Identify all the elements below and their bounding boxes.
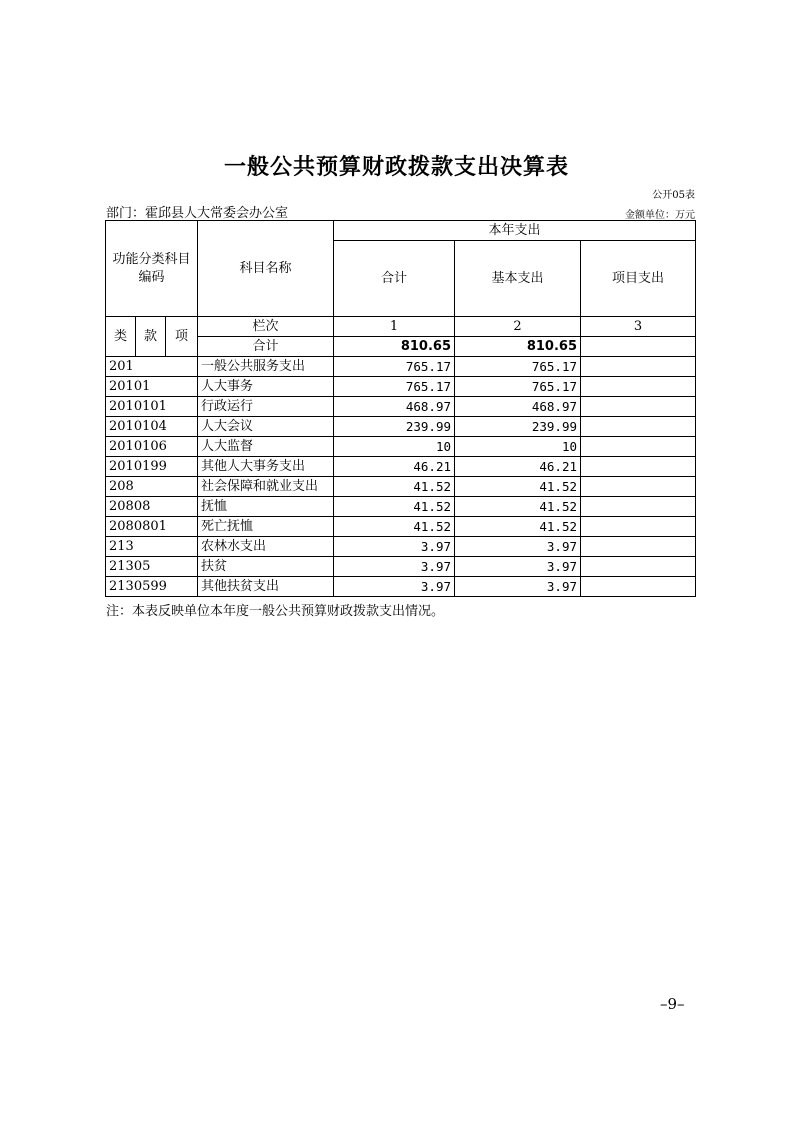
row-total: 46.21 [334, 457, 455, 477]
row-project [581, 537, 696, 557]
header-row-3 [106, 317, 696, 337]
total-label: 合计 [198, 337, 334, 357]
row-total: 3.97 [334, 577, 455, 597]
table-row [106, 357, 696, 377]
row-basic: 41.52 [455, 517, 581, 537]
row-project [581, 417, 696, 437]
row-code: 2080801 [106, 517, 198, 537]
table-row [106, 577, 696, 597]
row-total: 468.97 [334, 397, 455, 417]
department-label: 部门：霍邱县人大常委会办公室 [106, 206, 289, 221]
row-name: 一般公共服务支出 [198, 357, 334, 377]
table-body [106, 221, 696, 597]
header-kuan: 款 [136, 317, 166, 357]
table-row [106, 417, 696, 437]
table-row [106, 557, 696, 577]
row-project [581, 397, 696, 417]
row-name: 扶贫 [198, 557, 334, 577]
header-project: 项目支出 [581, 241, 696, 317]
row-total: 3.97 [334, 557, 455, 577]
total-basic: 810.65 [455, 337, 581, 357]
header-row-1 [106, 221, 696, 241]
row-project [581, 477, 696, 497]
row-code: 20101 [106, 377, 198, 397]
row-name: 抚恤 [198, 497, 334, 517]
row-project [581, 357, 696, 377]
row-code: 21305 [106, 557, 198, 577]
row-project [581, 577, 696, 597]
row-basic: 3.97 [455, 577, 581, 597]
row-total: 765.17 [334, 357, 455, 377]
row-total: 41.52 [334, 497, 455, 517]
row-basic: 46.21 [455, 457, 581, 477]
table-row [106, 497, 696, 517]
table-row [106, 437, 696, 457]
row-project [581, 437, 696, 457]
row-total: 765.17 [334, 377, 455, 397]
row-code: 20808 [106, 497, 198, 517]
table-row [106, 377, 696, 397]
row-project [581, 377, 696, 397]
row-project [581, 517, 696, 537]
table-row [106, 517, 696, 537]
total-project [581, 337, 696, 357]
header-total: 合计 [334, 241, 455, 317]
header-col-3: 3 [581, 317, 696, 337]
total-amount: 810.65 [334, 337, 455, 357]
row-basic: 765.17 [455, 377, 581, 397]
row-name: 死亡抚恤 [198, 517, 334, 537]
header-col-1: 1 [334, 317, 455, 337]
row-code: 208 [106, 477, 198, 497]
row-name: 人大监督 [198, 437, 334, 457]
table-row [106, 397, 696, 417]
table-row [106, 477, 696, 497]
row-code: 2010104 [106, 417, 198, 437]
row-basic: 468.97 [455, 397, 581, 417]
row-code: 2010101 [106, 397, 198, 417]
row-total: 41.52 [334, 477, 455, 497]
row-project [581, 557, 696, 577]
row-code: 2010199 [106, 457, 198, 477]
header-current-year: 本年支出 [334, 221, 696, 241]
row-total: 239.99 [334, 417, 455, 437]
page-title: 一般公共预算财政拨款支出决算表 [223, 155, 569, 180]
row-name: 行政运行 [198, 397, 334, 417]
row-code: 2130599 [106, 577, 198, 597]
row-name: 人大会议 [198, 417, 334, 437]
header-name: 科目名称 [198, 221, 334, 317]
row-name: 其他扶贫支出 [198, 577, 334, 597]
unit-label: 金额单位：万元 [625, 210, 695, 221]
header-col-2: 2 [455, 317, 581, 337]
header-code: 功能分类科目编码 [106, 221, 198, 317]
row-basic: 239.99 [455, 417, 581, 437]
table-row [106, 537, 696, 557]
page-number: –9– [660, 995, 685, 1013]
row-total: 3.97 [334, 537, 455, 557]
row-project [581, 457, 696, 477]
row-basic: 765.17 [455, 357, 581, 377]
row-name: 社会保障和就业支出 [198, 477, 334, 497]
row-code: 213 [106, 537, 198, 557]
row-basic: 3.97 [455, 537, 581, 557]
row-project [581, 497, 696, 517]
form-number: 公开05表 [652, 190, 695, 201]
row-name: 其他人大事务支出 [198, 457, 334, 477]
header-col-index: 栏次 [198, 317, 334, 337]
row-code: 2010106 [106, 437, 198, 457]
row-basic: 3.97 [455, 557, 581, 577]
expenditure-table [105, 220, 696, 597]
row-basic: 10 [455, 437, 581, 457]
row-total: 10 [334, 437, 455, 457]
row-basic: 41.52 [455, 497, 581, 517]
row-name: 农林水支出 [198, 537, 334, 557]
footnote: 注：本表反映单位本年度一般公共预算财政拨款支出情况。 [106, 604, 445, 619]
header-basic: 基本支出 [455, 241, 581, 317]
row-code: 201 [106, 357, 198, 377]
header-lei: 类 [106, 317, 136, 357]
row-total: 41.52 [334, 517, 455, 537]
row-basic: 41.52 [455, 477, 581, 497]
header-xiang: 项 [166, 317, 198, 357]
table-row [106, 457, 696, 477]
row-name: 人大事务 [198, 377, 334, 397]
